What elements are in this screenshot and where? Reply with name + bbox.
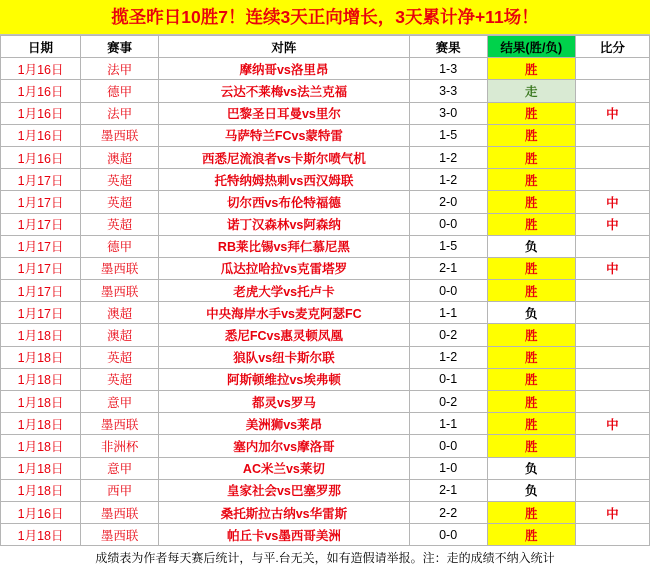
cell-result: 负 (487, 479, 575, 501)
cell-league: 墨西联 (81, 257, 159, 279)
table-row (1, 479, 650, 501)
table-row (1, 235, 650, 257)
cell-result: 胜 (487, 169, 575, 191)
cell-match: 摩纳哥vs洛里昂 (159, 58, 409, 80)
cell-ratio (575, 479, 649, 501)
cell-score: 0-2 (409, 391, 487, 413)
cell-ratio (575, 235, 649, 257)
cell-ratio: 中 (575, 413, 649, 435)
cell-result: 胜 (487, 213, 575, 235)
cell-match: 诺丁汉森林vs阿森纳 (159, 213, 409, 235)
cell-date: 1月18日 (1, 413, 81, 435)
cell-score: 0-2 (409, 324, 487, 346)
cell-match: AC米兰vs莱切 (159, 457, 409, 479)
cell-result: 胜 (487, 435, 575, 457)
cell-date: 1月18日 (1, 324, 81, 346)
cell-ratio (575, 58, 649, 80)
table-body (1, 58, 650, 546)
cell-ratio (575, 524, 649, 546)
cell-result: 胜 (487, 324, 575, 346)
column-header-match: 对阵 (159, 36, 409, 58)
cell-result: 负 (487, 302, 575, 324)
cell-ratio (575, 124, 649, 146)
cell-league: 澳超 (81, 302, 159, 324)
table-row (1, 346, 650, 368)
cell-date: 1月17日 (1, 213, 81, 235)
cell-league: 西甲 (81, 479, 159, 501)
cell-league: 英超 (81, 191, 159, 213)
cell-date: 1月17日 (1, 235, 81, 257)
cell-result: 胜 (487, 524, 575, 546)
cell-score: 1-0 (409, 457, 487, 479)
cell-score: 2-2 (409, 501, 487, 523)
cell-score: 0-0 (409, 524, 487, 546)
footer-note (0, 546, 650, 570)
cell-date: 1月18日 (1, 479, 81, 501)
cell-date: 1月18日 (1, 346, 81, 368)
footer-left-text: 成绩表为作者每天赛后统计，与平.台无关，如有造假请举报。 (95, 551, 423, 566)
cell-match: 西悉尼流浪者vs卡斯尔喷气机 (159, 146, 409, 168)
cell-ratio (575, 391, 649, 413)
cell-score: 3-3 (409, 80, 487, 102)
cell-match: 云达不莱梅vs法兰克福 (159, 80, 409, 102)
cell-match: 瓜达拉哈拉vs克雷塔罗 (159, 257, 409, 279)
cell-league: 意甲 (81, 391, 159, 413)
table-row (1, 213, 650, 235)
cell-result: 胜 (487, 257, 575, 279)
cell-date: 1月18日 (1, 368, 81, 390)
cell-score: 1-1 (409, 413, 487, 435)
cell-date: 1月17日 (1, 169, 81, 191)
cell-league: 澳超 (81, 146, 159, 168)
table-header (1, 36, 650, 58)
cell-date: 1月18日 (1, 391, 81, 413)
column-header-league: 赛事 (81, 36, 159, 58)
cell-league: 墨西联 (81, 524, 159, 546)
cell-score: 2-1 (409, 257, 487, 279)
cell-match: 都灵vs罗马 (159, 391, 409, 413)
cell-score: 0-1 (409, 368, 487, 390)
table-row (1, 80, 650, 102)
cell-match: 巴黎圣日耳曼vs里尔 (159, 102, 409, 124)
cell-date: 1月16日 (1, 58, 81, 80)
cell-date: 1月17日 (1, 280, 81, 302)
table-row (1, 146, 650, 168)
cell-score: 0-0 (409, 213, 487, 235)
table-row (1, 368, 650, 390)
cell-score: 0-0 (409, 280, 487, 302)
results-table (0, 35, 650, 546)
cell-ratio: 中 (575, 102, 649, 124)
cell-result: 胜 (487, 102, 575, 124)
cell-date: 1月16日 (1, 102, 81, 124)
cell-ratio: 中 (575, 501, 649, 523)
cell-score: 1-2 (409, 169, 487, 191)
page-title: 揽圣昨日10胜7！连续3天正向增长，3天累计净+11场！ (0, 0, 650, 35)
table-row (1, 524, 650, 546)
table-row (1, 501, 650, 523)
cell-match: 桑托斯拉古纳vs华雷斯 (159, 501, 409, 523)
table-row (1, 191, 650, 213)
cell-date: 1月16日 (1, 501, 81, 523)
cell-match: 塞内加尔vs摩洛哥 (159, 435, 409, 457)
cell-score: 1-5 (409, 235, 487, 257)
table-row (1, 102, 650, 124)
table-row (1, 124, 650, 146)
cell-match: 帕丘卡vs墨西哥美洲 (159, 524, 409, 546)
cell-date: 1月18日 (1, 524, 81, 546)
cell-ratio: 中 (575, 213, 649, 235)
cell-league: 英超 (81, 346, 159, 368)
cell-ratio (575, 368, 649, 390)
cell-score: 1-5 (409, 124, 487, 146)
cell-score: 2-1 (409, 479, 487, 501)
cell-date: 1月16日 (1, 124, 81, 146)
cell-ratio (575, 80, 649, 102)
cell-league: 非洲杯 (81, 435, 159, 457)
cell-ratio (575, 302, 649, 324)
column-header-ratio: 比分 (575, 36, 649, 58)
cell-score: 2-0 (409, 191, 487, 213)
table-row (1, 257, 650, 279)
cell-result: 胜 (487, 391, 575, 413)
cell-ratio: 中 (575, 257, 649, 279)
cell-match: 阿斯顿维拉vs埃弗顿 (159, 368, 409, 390)
cell-match: 老虎大学vs托卢卡 (159, 280, 409, 302)
cell-date: 1月16日 (1, 146, 81, 168)
cell-match: 皇家社会vs巴塞罗那 (159, 479, 409, 501)
cell-league: 墨西联 (81, 501, 159, 523)
cell-result: 胜 (487, 413, 575, 435)
cell-ratio (575, 324, 649, 346)
cell-ratio (575, 280, 649, 302)
cell-league: 英超 (81, 213, 159, 235)
cell-match: 切尔西vs布伦特福德 (159, 191, 409, 213)
cell-result: 胜 (487, 346, 575, 368)
footer-right-text: 注：走的成绩不纳入统计 (422, 551, 555, 566)
cell-league: 意甲 (81, 457, 159, 479)
cell-league: 墨西联 (81, 413, 159, 435)
cell-ratio (575, 435, 649, 457)
cell-ratio (575, 169, 649, 191)
cell-match: 美洲狮vs莱昂 (159, 413, 409, 435)
cell-date: 1月18日 (1, 457, 81, 479)
cell-match: 狼队vs纽卡斯尔联 (159, 346, 409, 368)
table-row (1, 302, 650, 324)
cell-result: 胜 (487, 191, 575, 213)
cell-match: RB莱比锡vs拜仁慕尼黑 (159, 235, 409, 257)
cell-ratio (575, 346, 649, 368)
table-row (1, 413, 650, 435)
cell-result: 胜 (487, 58, 575, 80)
cell-result: 负 (487, 457, 575, 479)
cell-result: 胜 (487, 124, 575, 146)
cell-score: 1-3 (409, 58, 487, 80)
cell-date: 1月18日 (1, 435, 81, 457)
column-header-result: 结果(胜/负) (487, 36, 575, 58)
cell-date: 1月17日 (1, 257, 81, 279)
cell-league: 墨西联 (81, 280, 159, 302)
cell-score: 3-0 (409, 102, 487, 124)
cell-result: 胜 (487, 146, 575, 168)
cell-league: 法甲 (81, 102, 159, 124)
table-header-row (1, 36, 650, 58)
cell-score: 1-1 (409, 302, 487, 324)
cell-date: 1月17日 (1, 302, 81, 324)
table-row (1, 280, 650, 302)
cell-league: 德甲 (81, 80, 159, 102)
cell-score: 1-2 (409, 346, 487, 368)
cell-score: 1-2 (409, 146, 487, 168)
cell-league: 德甲 (81, 235, 159, 257)
cell-match: 马萨特兰FCvs蒙特雷 (159, 124, 409, 146)
cell-match: 中央海岸水手vs麦克阿瑟FC (159, 302, 409, 324)
table-row (1, 391, 650, 413)
table-row (1, 457, 650, 479)
cell-score: 0-0 (409, 435, 487, 457)
cell-date: 1月17日 (1, 191, 81, 213)
cell-result: 胜 (487, 501, 575, 523)
column-header-score: 赛果 (409, 36, 487, 58)
table-row (1, 58, 650, 80)
cell-ratio (575, 457, 649, 479)
cell-match: 悉尼FCvs惠灵顿凤凰 (159, 324, 409, 346)
table-row (1, 435, 650, 457)
cell-result: 胜 (487, 280, 575, 302)
cell-league: 英超 (81, 368, 159, 390)
table-row (1, 169, 650, 191)
cell-ratio (575, 146, 649, 168)
cell-league: 法甲 (81, 58, 159, 80)
column-header-date: 日期 (1, 36, 81, 58)
cell-league: 澳超 (81, 324, 159, 346)
cell-ratio: 中 (575, 191, 649, 213)
cell-league: 英超 (81, 169, 159, 191)
table-row (1, 324, 650, 346)
cell-date: 1月16日 (1, 80, 81, 102)
cell-match: 托特纳姆热刺vs西汉姆联 (159, 169, 409, 191)
cell-league: 墨西联 (81, 124, 159, 146)
cell-result: 走 (487, 80, 575, 102)
cell-result: 负 (487, 235, 575, 257)
cell-result: 胜 (487, 368, 575, 390)
